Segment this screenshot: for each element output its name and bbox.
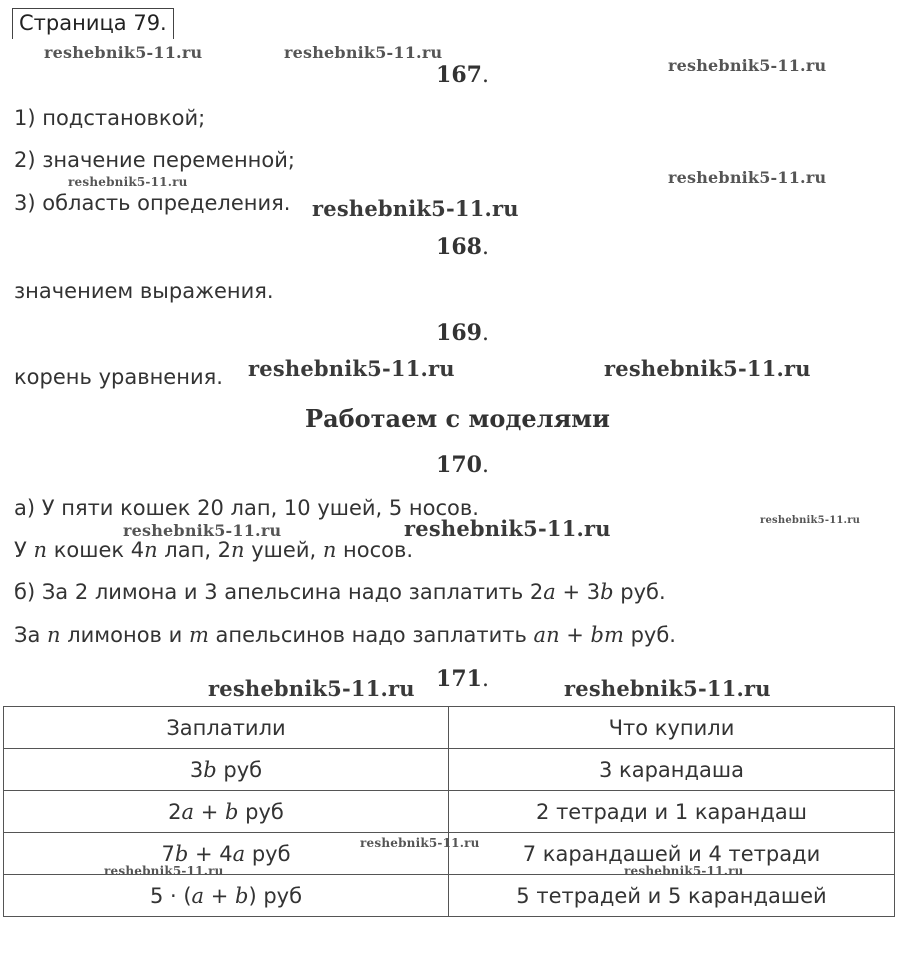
math-variable: b [203, 757, 217, 782]
text-part: руб. [613, 580, 666, 604]
answer-line [14, 538, 413, 562]
watermark: reshebnik5-11.ru [68, 175, 188, 189]
text-part: лап, 2 [157, 538, 232, 562]
watermark: reshebnik5-11.ru [208, 676, 415, 701]
math-variable: a [232, 841, 246, 866]
task-number-170 [10, 452, 905, 478]
task-number-text: 168 [436, 234, 482, 260]
task-number-dot: . [481, 453, 489, 478]
math-variable: a [181, 799, 195, 824]
bought-cell: 2 тетради и 1 карандаш [449, 791, 895, 833]
answer-line: 3) область определения. [14, 191, 291, 215]
task-number-169 [10, 320, 905, 346]
page-label-word: Страница [19, 11, 127, 35]
text-part: носов. [336, 538, 414, 562]
task-number-dot: . [481, 63, 489, 88]
text-part: За [14, 623, 48, 647]
answer-line: корень уравнения. [14, 365, 223, 389]
text-part: + 4 [188, 841, 233, 866]
answer-line: 1) подстановкой; [14, 106, 206, 130]
paid-cell [4, 875, 449, 917]
table-header-cell: Заплатили [4, 707, 449, 749]
watermark: reshebnik5-11.ru [104, 864, 224, 878]
watermark: reshebnik5-11.ru [624, 864, 744, 878]
text-part: апельсинов надо заплатить [208, 623, 534, 647]
watermark: reshebnik5-11.ru [360, 836, 480, 850]
watermark: reshebnik5-11.ru [668, 56, 827, 75]
text-part: У [14, 538, 34, 562]
text-part: ) руб [248, 883, 303, 908]
text-part: 7 [161, 841, 175, 866]
watermark: reshebnik5-11.ru [760, 515, 861, 526]
paid-cell [4, 749, 449, 791]
math-variable: n [33, 538, 48, 562]
text-part: руб [238, 799, 284, 824]
watermark: reshebnik5-11.ru [604, 356, 811, 381]
watermark: reshebnik5-11.ru [668, 168, 827, 187]
text-part: + [194, 799, 225, 824]
watermark: reshebnik5-11.ru [312, 196, 519, 221]
answer-line: а) У пяти кошек 20 лап, 10 ушей, 5 носов. [14, 496, 479, 520]
math-variable: n [144, 538, 158, 562]
task-number-dot: . [481, 667, 489, 692]
math-variable: an [533, 623, 560, 647]
task-number-168 [10, 234, 905, 260]
bought-cell: 3 карандаша [449, 749, 895, 791]
watermark: reshebnik5-11.ru [123, 521, 282, 540]
section-title: Работаем с моделями [305, 404, 610, 433]
text-part: руб [216, 757, 263, 782]
math-variable: b [600, 580, 614, 604]
answer-line: 2) значение переменной; [14, 148, 295, 172]
bought-cell: 7 карандашей и 4 тетради [449, 833, 895, 875]
page-label [12, 8, 174, 39]
text-part: лимонов и [60, 623, 189, 647]
text-part: ушей, [244, 538, 323, 562]
text-part: 2 [168, 799, 182, 824]
text-part: + 3 [555, 580, 601, 604]
text-part: 3 [189, 757, 204, 782]
text-part: руб [245, 841, 291, 866]
math-variable: b [174, 841, 189, 866]
page-number: 79. [133, 11, 167, 35]
math-variable: b [225, 799, 239, 824]
watermark: reshebnik5-11.ru [248, 356, 455, 381]
math-variable: b [235, 883, 249, 908]
watermark: reshebnik5-11.ru [44, 43, 203, 62]
table-row [4, 749, 895, 791]
text-part: кошек 4 [47, 538, 145, 562]
text-part: б) За 2 лимона и 3 апельсина надо заплатить 2 [14, 580, 544, 604]
math-variable: m [188, 623, 209, 647]
text-part: + [559, 623, 591, 647]
task-number-text: 171 [436, 666, 482, 692]
math-variable: bm [590, 623, 624, 647]
task-number-text: 167 [436, 62, 482, 88]
task-number-dot: . [481, 321, 489, 346]
task-number-text: 169 [436, 320, 482, 346]
math-variable: n [47, 623, 61, 647]
text-part: 5 · ( [149, 883, 192, 908]
table-row [4, 791, 895, 833]
math-variable: n [322, 538, 337, 562]
text-part: + [204, 883, 236, 908]
math-variable: a [191, 883, 205, 908]
bought-cell: 5 тетрадей и 5 карандашей [449, 875, 895, 917]
answer-line [14, 580, 666, 604]
watermark: reshebnik5-11.ru [404, 516, 611, 541]
task-number-dot: . [481, 235, 489, 260]
table-header-cell: Что купили [449, 707, 895, 749]
paid-cell [4, 791, 449, 833]
task-number-171 [10, 666, 905, 692]
answer-line: значением выражения. [14, 279, 274, 303]
task-number-text: 170 [436, 452, 482, 478]
watermark: reshebnik5-11.ru [284, 43, 443, 62]
task-number-167 [10, 62, 905, 88]
math-variable: n [231, 538, 245, 562]
math-variable: a [543, 580, 556, 604]
text-part: руб. [623, 623, 676, 647]
purchase-table [3, 706, 895, 917]
table-row [4, 875, 895, 917]
table-header-row [4, 707, 895, 749]
answer-line [14, 623, 676, 647]
watermark: reshebnik5-11.ru [564, 676, 771, 701]
